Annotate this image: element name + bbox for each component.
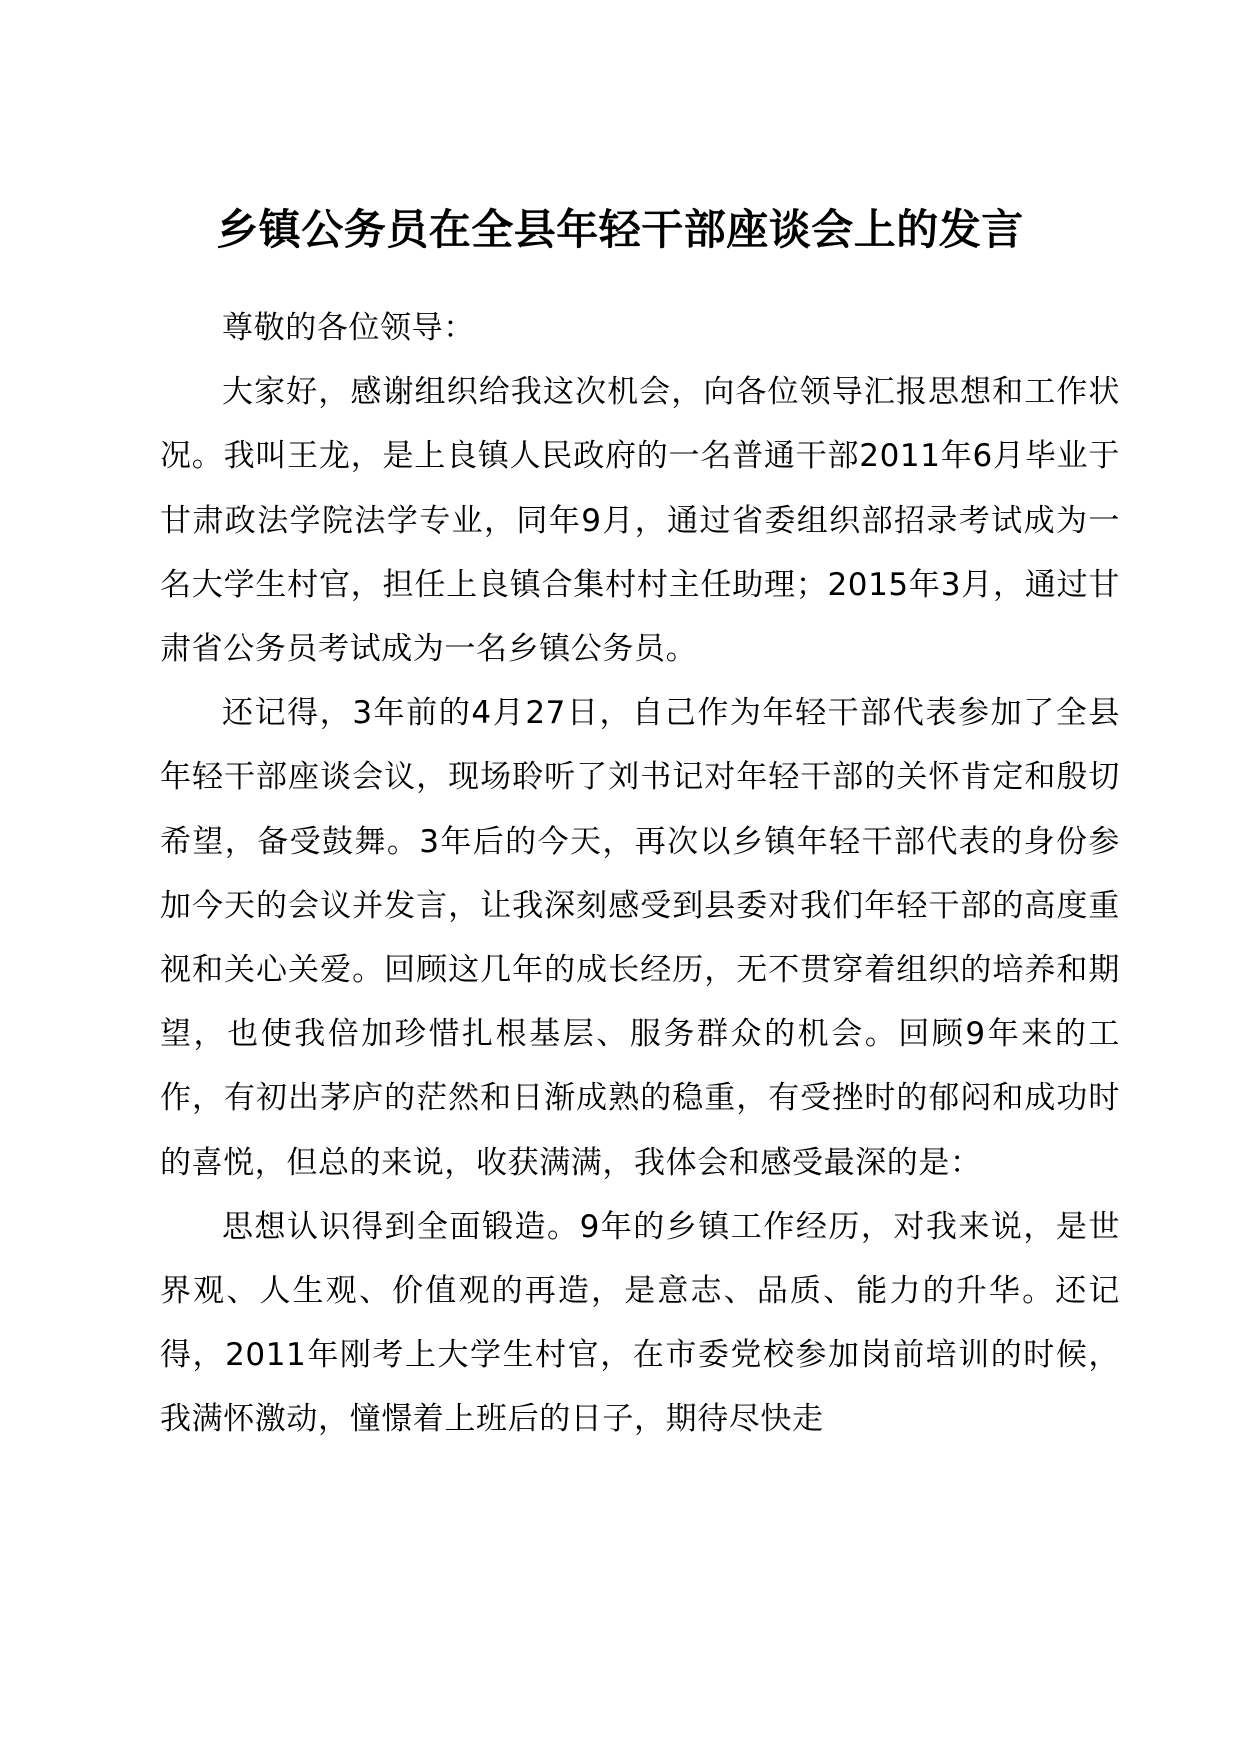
document-title: 乡镇公务员在全县年轻干部座谈会上的发言: [216, 205, 1024, 254]
paragraph: 还记得，3年前的4月27日，自己作为年轻干部代表参加了全县年轻干部座谈会议，现场聆听了刘书记对年轻干部的关怀肯定和殷切希望，备受鼓舞。3年后的今天，再次以乡镇年轻干部代表的身份参加今天的会议并发言，让我深刻感受到县委对我们年轻干部的高度重视和关心关爱。回顾这几年的成长经历，无不贯穿着组织的培养和期望，也使我倍加珍惜扎根基层、服务群众的机会。回顾9年来的工作，有初出茅庐的茫然和日渐成熟的稳重，有受挫时的郁闷和成功时的喜悦，但总的来说，收获满满，我体会和感受最深的是：: [160, 695, 1120, 1181]
paragraph: 大家好，感谢组织给我这次机会，向各位领导汇报思想和工作状况。我叫王龙，是上良镇人民政府的一名普通干部2011年6月毕业于甘肃政法学院法学专业，同年9月，通过省委组织部招录考试成为一名大学生村官，担任上良镇合集村村主任助理；2015年3月，通过甘肃省公务员考试成为一名乡镇公务员。: [160, 374, 1121, 668]
salutation: 尊敬的各位领导：: [222, 310, 475, 346]
paragraph: 思想认识得到全面锻造。9年的乡镇工作经历，对我来说，是世界观、人生观、价值观的再造，是意志、品质、能力的升华。还记得，2011年刚考上大学生村官，在市委党校参加岗前培训的时候，我满怀激动，憧憬着上班后的日子，期待尽快走: [160, 1208, 1120, 1438]
document-body: [160, 296, 1120, 1452]
